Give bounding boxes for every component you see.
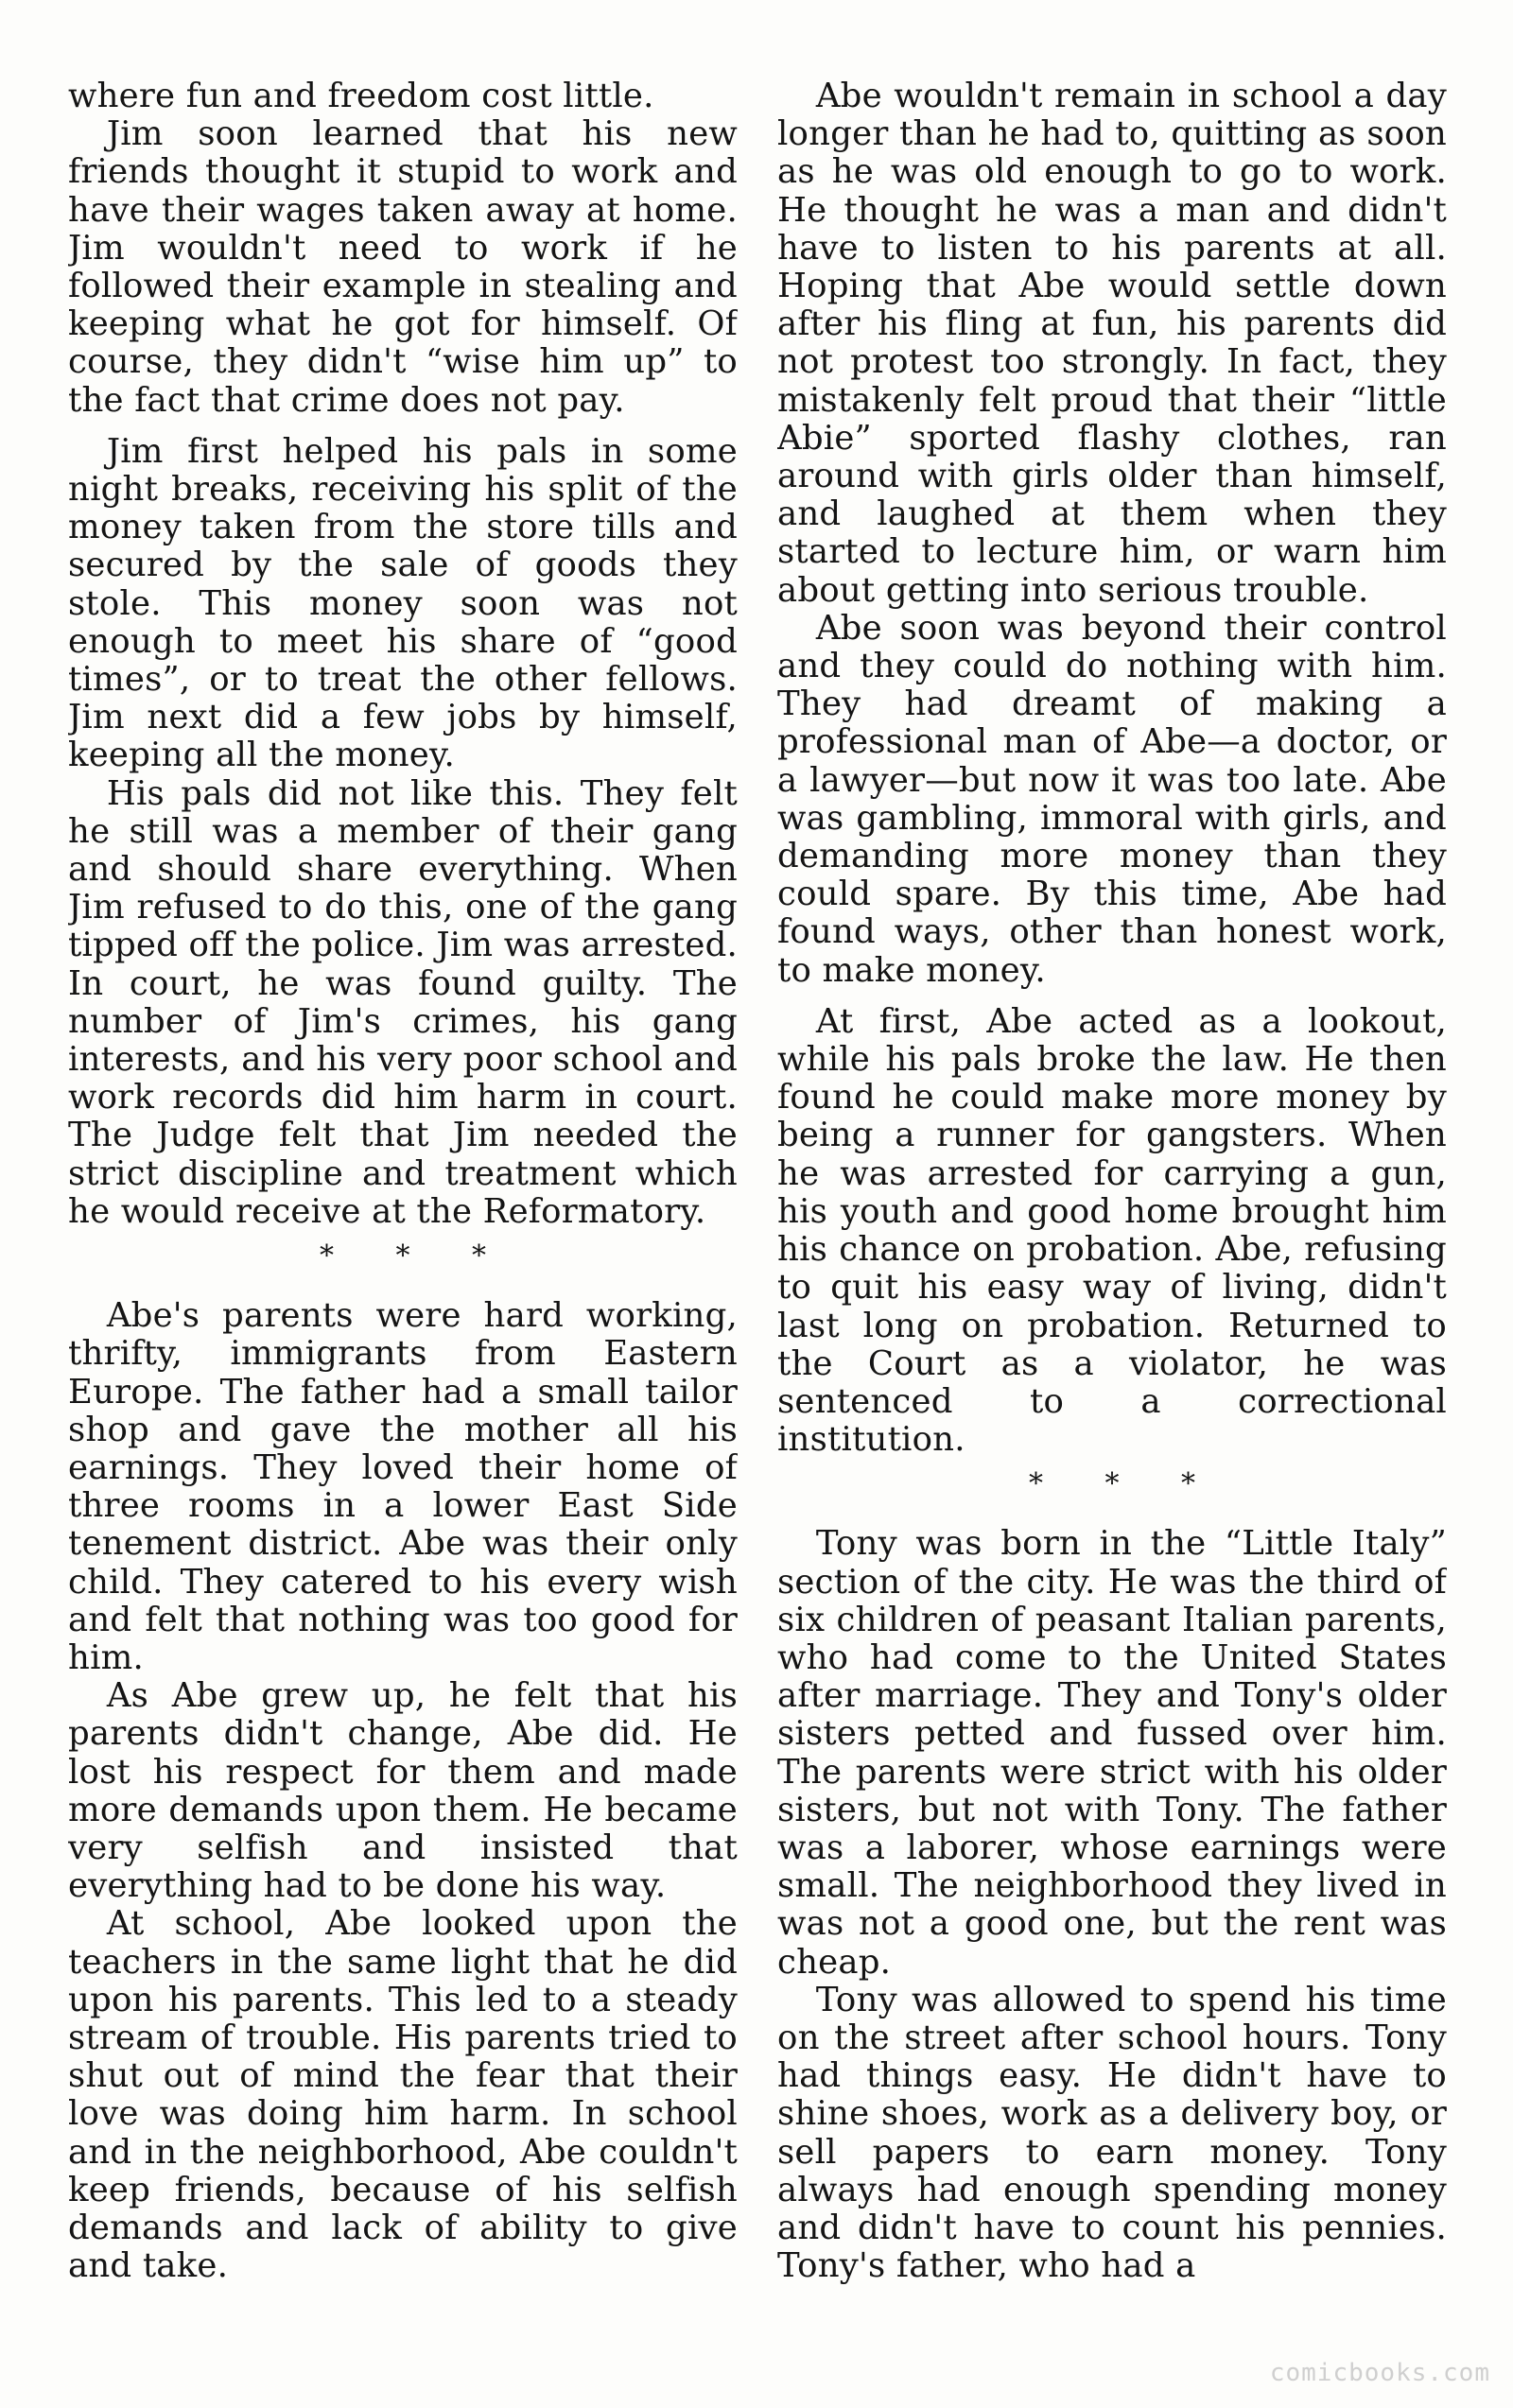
paragraph: Jim first helped his pals in some night breaks, receiving his split of the money taken from the store tills and secured by the sale of goods they stole. This money soon was not enough to meet his share of “good times”, or to treat the other fellows. Jim next did a few jobs by himself, keeping all the money. [68, 431, 738, 775]
paragraph: where fun and freedom cost little. [68, 78, 654, 115]
paragraph: Tony was born in the “Little Italy” section of the city. He was the third of six children of peasant Italian parents, who had come to the United States after marriage. They and Tony's older sisters petted and fussed over him. The parents were strict with his older sisters, but not with Tony. The father was a laborer, whose earnings were small. The neighborhood they lived in was not a good one, but the rent was cheap. [777, 1524, 1447, 1982]
paragraph: Abe soon was beyond their control and they could do nothing with him. They had dreamt of making a professional man of Abe—a doctor, or a lawyer—but now it was too late. Abe was gambling, immoral with girls, and demanding more money than they could spare. By this time, Abe had found ways, other than honest work, to make money. [777, 608, 1447, 990]
paragraph: As Abe grew up, he felt that his parents didn't change, Abe did. He lost his respect for them and made more demands upon them. He became very selfish and insisted that everything had to be done his way. [68, 1676, 738, 1906]
section-divider: * * * [319, 1239, 513, 1273]
paragraph: Jim soon learned that his new friends thought it stupid to work and have their wages taken away at home. Jim wouldn't need to work if he followed their example in stealing and keeping what he got for himself. Of course, they didn't “wise him up” to the fact that crime does not pay. [68, 114, 738, 420]
paragraph: At first, Abe acted as a lookout, while his pals broke the law. He then found he could make more money by being a runner for gangsters. When he was arrested for carrying a gun, his youth and good home brought him his chance on probation. Abe, refusing to quit his easy way of living, didn't last long on probation. Returned to the Court as a violator, he was sentenced to a correctional institution. [777, 1001, 1447, 1460]
paragraph: His pals did not like this. They felt he still was a member of their gang and should share everything. When Jim refused to do this, one of the gang tipped off the police. Jim was arrested. In court, he was found guilty. The number of Jim's crimes, his gang interests, and his very poor school and work records did him harm in court. The Judge felt that Jim needed the strict discipline and treatment which he would receive at the Reformatory. [68, 773, 738, 1231]
paragraph: Tony was allowed to spend his time on the street after school hours. Tony had things easy. He didn't have to shine shoes, work as a delivery boy, or sell papers to earn money. Tony always had enough spending money and didn't have to count his pennies. Tony's father, who had a [777, 1980, 1447, 2286]
text-column-right [777, 78, 1447, 2328]
watermark: comicbooks.com [1269, 2359, 1490, 2387]
paragraph: At school, Abe looked upon the teachers in the same light that he did upon his parents. This led to a steady stream of trouble. His parents tried to shut out of mind the fear that their love was doing him harm. In school and in the neighborhood, Abe couldn't keep friends, because of his selfish demands and lack of ability to give and take. [68, 1904, 738, 2286]
paragraph: Abe's parents were hard working, thrifty, immigrants from Eastern Europe. The father had a small tailor shop and gave the mother all his earnings. They loved their home of three rooms in a lower East Side tenement district. Abe was their only child. They catered to his every wish and felt that nothing was too good for him. [68, 1296, 738, 1677]
section-divider: * * * [1028, 1467, 1223, 1501]
text-column-left [68, 78, 738, 2328]
paragraph: Abe wouldn't remain in school a day longer than he had to, quitting as soon as he was old enough to go to work. He thought he was a man and didn't have to listen to his parents at all. Hoping that Abe would settle down after his fling at fun, his parents did not protest too strongly. In fact, they mistakenly felt proud that their “little Abie” sported flashy clothes, ran around with girls older than himself, and laughed at them when they started to lecture him, or warn him about getting into serious trouble. [777, 78, 1447, 610]
